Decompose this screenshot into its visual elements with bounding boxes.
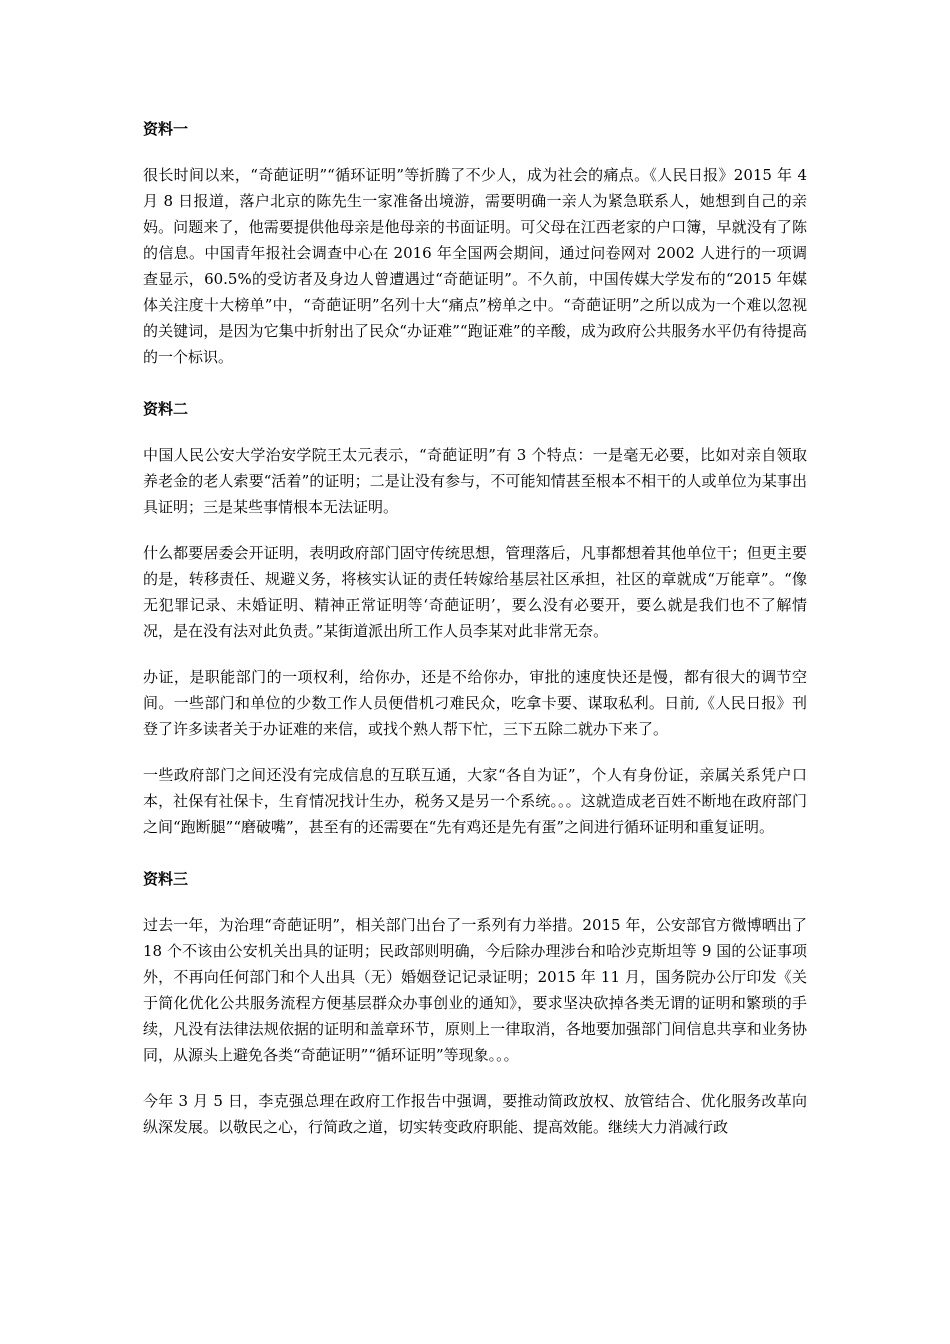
section-3-title: 资料三 <box>143 870 189 888</box>
section-2-paragraph-4: 一些政府部门之间还没有完成信息的互联互通，大家“各自为证”，个人有身份证，亲属关系凭户口本，社保有社保卡，生育情况找计生办，税务又是另一个系统。。。这就造成老百姓不断地在政府部门之间“跑断腿”“磨破嘴”，甚至有的还需要在“先有鸡还是先有蛋”之间进行循环证明和重复证明。 <box>143 766 807 836</box>
section-3-paragraph-1: 过去一年，为治理“奇葩证明”，相关部门出台了一系列有力举措。2015 年，公安部官方微博晒出了 18 个不该由公安机关出具的证明；民政部则明确，今后除办理涉台和哈沙克斯坦等 9 国的公证事项外，不再向任何部门和个人出具（无）婚姻登记记录证明；2015 年 11 月，国务院办公厅印发《关于简化优化公共服务流程方便基层群众办事创业的通知》，要求坚决砍掉各类无谓的证明和繁琐的手续，凡没有法律法规依据的证明和盖章环节，原则上一律取消，各地要加强部门间信息共享和业务协同，从源头上避免各类“奇葩证明”“循环证明”等现象。。。 <box>143 916 807 1064</box>
section-2-paragraph-2: 什么都要居委会开证明，表明政府部门固守传统思想，管理落后，凡事都想着其他单位干；但更主要的是，转移责任、规避义务，将核实认证的责任转嫁给基层社区承担，社区的章就成“万能章”。“像无犯罪记录、未婚证明、精神正常证明等‘奇葩证明’，要么没有必要开，要么就是我们也不了解情况，是在没有法对此负责。”某街道派出所工作人员李某对此非常无奈。 <box>143 544 807 640</box>
section-3-paragraph-2: 今年 3 月 5 日，李克强总理在政府工作报告中强调，要推动简政放权、放管结合、优化服务改革向纵深发展。以敬民之心，行简政之道，切实转变政府职能、提高效能。继续大力消减行政 <box>143 1092 807 1136</box>
section-2-paragraph-1: 中国人民公安大学治安学院王太元表示，“奇葩证明”有 3 个特点：一是毫无必要，比如对亲自领取养老金的老人索要“活着”的证明；二是让没有参与，不可能知情甚至根本不相干的人或单位为某事出具证明；三是某些事情根本无法证明。 <box>143 446 807 516</box>
section-2-paragraph-3: 办证，是职能部门的一项权利，给你办，还是不给你办，审批的速度快还是慢，都有很大的调节空间。一些部门和单位的少数工作人员便借机刁难民众，吃拿卡要、谋取私利。日前,《人民日报》刊登了许多读者关于办证难的来信，或找个熟人帮下忙，三下五除二就办下来了。 <box>143 668 807 738</box>
section-1-paragraph-1: 很长时间以来，“奇葩证明”“循环证明”等折腾了不少人，成为社会的痛点。《人民日报》2015 年 4 月 8 日报道，落户北京的陈先生一家准备出境游，需要明确一亲人为紧急联系人，她想到自己的亲妈。问题来了，他需要提供他母亲是他母亲的书面证明。可父母在江西老家的户口簿，早就没有了陈的信息。中国青年报社会调查中心在 2016 年全国两会期间，通过问卷网对 2002 人进行的一项调查显示，60.5%的受访者及身边人曾遭遇过“奇葩证明”。不久前，中国传媒大学发布的“2015 年媒体关注度十大榜单”中，“奇葩证明”名列十大“痛点”榜单之中。“奇葩证明”之所以成为一个难以忽视的关键词，是因为它集中折射出了民众“办证难”“跑证难”的辛酸，成为政府公共服务水平仍有待提高的一个标识。 <box>143 166 807 366</box>
section-1-title: 资料一 <box>143 120 189 138</box>
section-2-title: 资料二 <box>143 400 189 418</box>
document-page <box>143 116 807 1160</box>
